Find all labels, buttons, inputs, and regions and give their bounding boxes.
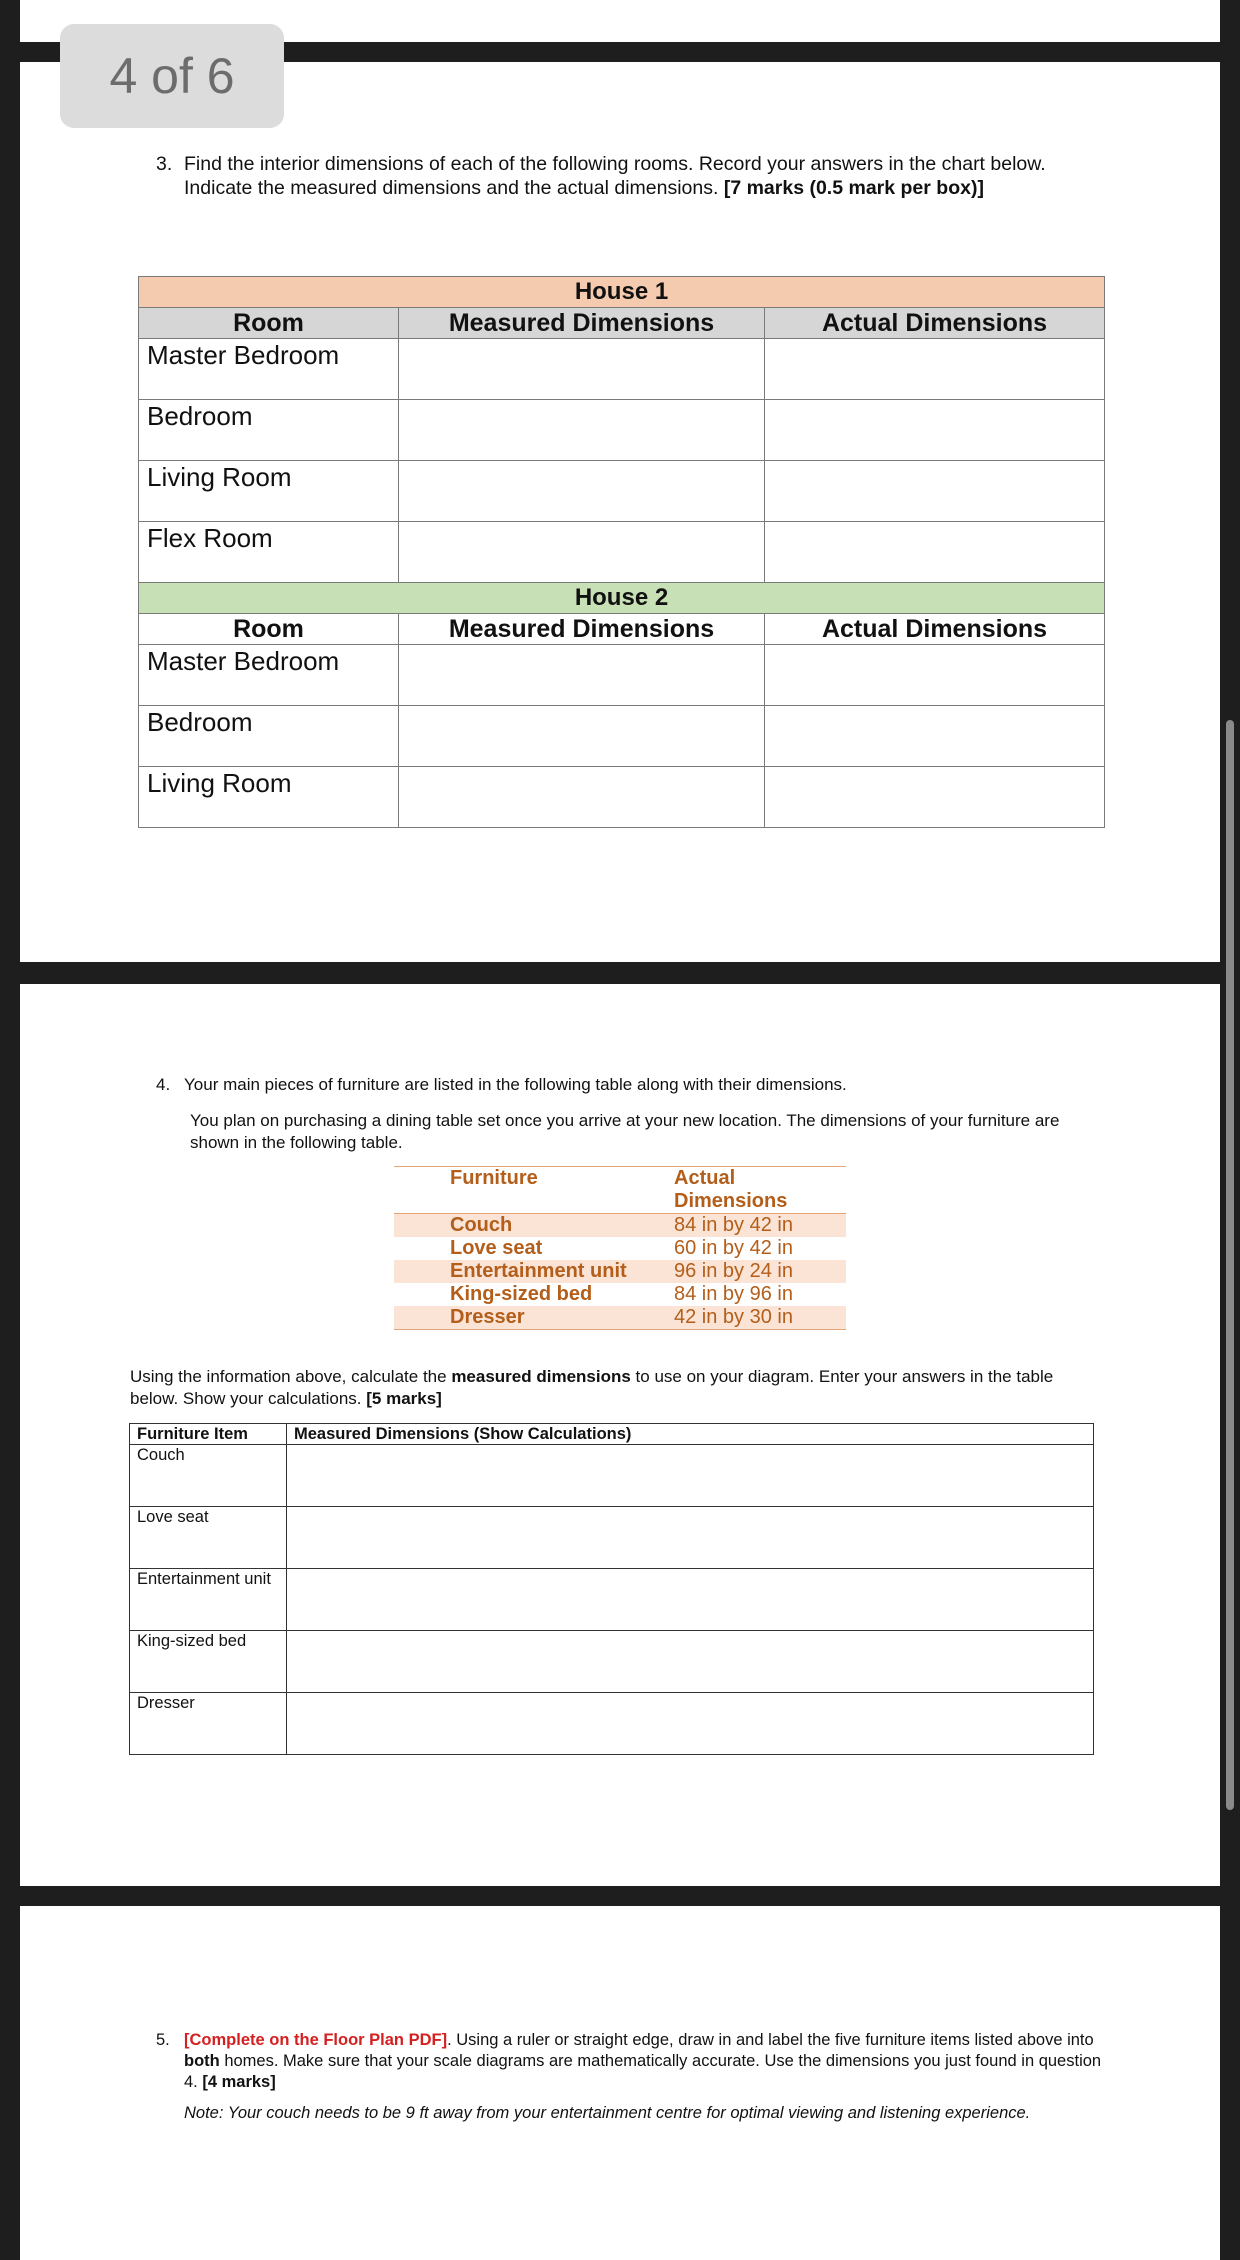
question-4-number: 4.	[156, 1075, 171, 1094]
room-label: Living Room	[139, 767, 399, 828]
column-header-measured: Measured Dimensions	[399, 308, 765, 339]
question-5-text-b: homes. Make sure that your scale diagrams are mathematically accurate. Use the dimensions you just found in question 4.	[184, 2052, 1102, 2091]
question-5-bold-both: both	[184, 2052, 220, 2070]
table-row	[139, 461, 1105, 522]
furniture-item-label: Couch	[130, 1445, 287, 1507]
question-3-number: 3.	[156, 153, 173, 175]
furniture-item-label: Dresser	[130, 1693, 287, 1755]
calc-text-bold: measured dimensions	[451, 1367, 631, 1386]
header-furniture-item: Furniture Item	[130, 1424, 287, 1445]
house-2-header	[139, 583, 1105, 614]
calculation-input-cell[interactable]	[287, 1693, 1094, 1755]
room-label: Living Room	[139, 461, 399, 522]
vertical-scrollbar[interactable]	[1226, 720, 1234, 1810]
furniture-table-header	[394, 1167, 846, 1214]
column-header-actual: Actual Dimensions	[765, 308, 1105, 339]
table-row	[394, 1283, 846, 1306]
measured-input-cell[interactable]	[399, 339, 765, 400]
room-label: Flex Room	[139, 522, 399, 583]
actual-input-cell[interactable]	[765, 400, 1105, 461]
furniture-dims: 84 in by 42 in	[674, 1214, 793, 1236]
house-1-column-headers	[139, 308, 1105, 339]
column-header-room: Room	[139, 614, 399, 645]
table-row	[139, 706, 1105, 767]
table-row	[139, 767, 1105, 828]
room-label: Bedroom	[139, 706, 399, 767]
header-actual-dimensions: Actual Dimensions	[674, 1167, 788, 1212]
question-5-text-a: . Using a ruler or straight edge, draw in and label the five furniture items listed above into	[447, 2031, 1094, 2049]
table-row	[394, 1306, 846, 1330]
question-4-line2: You plan on purchasing a dining table set once you arrive at your new location. The dimensions of your furniture are shown in the following table.	[190, 1111, 1060, 1152]
column-header-measured: Measured Dimensions	[399, 614, 765, 645]
table-row	[394, 1237, 846, 1260]
calc-table-header	[130, 1424, 1094, 1445]
question-5-text	[184, 2030, 1116, 2093]
question-5	[156, 2030, 1116, 2124]
furniture-item-label: King-sized bed	[130, 1631, 287, 1693]
table-row	[130, 1445, 1094, 1507]
table-row	[139, 645, 1105, 706]
question-5-red-instruction: [Complete on the Floor Plan PDF]	[184, 2031, 448, 2049]
rooms-dimensions-table	[138, 276, 1105, 828]
table-row	[130, 1507, 1094, 1569]
measured-dimensions-table	[129, 1423, 1094, 1755]
question-3-instructions: Find the interior dimensions of each of the following rooms. Record your answers in the chart below. Indicate the measured dimensions and the actual dimensions.	[184, 153, 1046, 199]
calc-text-after: to use on your diagram. Enter your answers in the table below. Show your calculations.	[130, 1367, 1054, 1408]
table-row	[130, 1693, 1094, 1755]
column-header-actual: Actual Dimensions	[765, 614, 1105, 645]
question-4-calc-instructions	[130, 1366, 1090, 1410]
furniture-item-label: Love seat	[130, 1507, 287, 1569]
room-label: Bedroom	[139, 400, 399, 461]
header-furniture: Furniture	[450, 1167, 538, 1189]
question-5-note: Note: Your couch needs to be 9 ft away from your entertainment centre for optimal viewing and listening experience.	[184, 2104, 1031, 2122]
measured-input-cell[interactable]	[399, 767, 765, 828]
actual-input-cell[interactable]	[765, 767, 1105, 828]
table-row	[139, 400, 1105, 461]
actual-input-cell[interactable]	[765, 522, 1105, 583]
calc-marks: [5 marks]	[366, 1389, 442, 1408]
header-measured-dimensions: Measured Dimensions (Show Calculations)	[287, 1424, 1094, 1445]
furniture-dims: 84 in by 96 in	[674, 1283, 793, 1305]
calc-text-before: Using the information above, calculate the	[130, 1367, 452, 1386]
furniture-name: Dresser	[450, 1306, 525, 1328]
furniture-name: Entertainment unit	[450, 1260, 627, 1282]
measured-input-cell[interactable]	[399, 645, 765, 706]
measured-input-cell[interactable]	[399, 706, 765, 767]
calculation-input-cell[interactable]	[287, 1445, 1094, 1507]
question-4-line1: Your main pieces of furniture are listed in the following table along with their dimensions.	[184, 1075, 847, 1094]
furniture-dims: 96 in by 24 in	[674, 1260, 793, 1282]
room-label: Master Bedroom	[139, 339, 399, 400]
actual-input-cell[interactable]	[765, 339, 1105, 400]
house-1-title: House 1	[139, 277, 1105, 308]
furniture-name: King-sized bed	[450, 1283, 593, 1305]
table-row	[130, 1631, 1094, 1693]
question-4-intro	[156, 1075, 847, 1095]
actual-input-cell[interactable]	[765, 461, 1105, 522]
furniture-dimensions-table	[394, 1166, 846, 1330]
table-row	[139, 339, 1105, 400]
question-5-marks: [4 marks]	[202, 2073, 276, 2091]
question-5-number: 5.	[156, 2031, 170, 2049]
table-row	[394, 1260, 846, 1283]
calculation-input-cell[interactable]	[287, 1631, 1094, 1693]
calculation-input-cell[interactable]	[287, 1507, 1094, 1569]
column-header-room: Room	[139, 308, 399, 339]
calculation-input-cell[interactable]	[287, 1569, 1094, 1631]
question-3-text	[184, 152, 1076, 200]
measured-input-cell[interactable]	[399, 400, 765, 461]
actual-input-cell[interactable]	[765, 645, 1105, 706]
actual-input-cell[interactable]	[765, 706, 1105, 767]
table-row	[394, 1214, 846, 1238]
question-3-marks: [7 marks (0.5 mark per box)]	[723, 177, 984, 199]
page-indicator: 4 of 6	[60, 24, 284, 128]
table-row	[139, 522, 1105, 583]
furniture-dims: 42 in by 30 in	[674, 1306, 793, 1328]
house-2-column-headers	[139, 614, 1105, 645]
furniture-name: Love seat	[450, 1237, 543, 1259]
measured-input-cell[interactable]	[399, 461, 765, 522]
furniture-dims: 60 in by 42 in	[674, 1237, 793, 1259]
measured-input-cell[interactable]	[399, 522, 765, 583]
table-row	[130, 1569, 1094, 1631]
room-label: Master Bedroom	[139, 645, 399, 706]
house-2-title: House 2	[139, 583, 1105, 614]
house-1-header	[139, 277, 1105, 308]
question-3	[156, 152, 1076, 200]
furniture-name: Couch	[450, 1214, 513, 1236]
furniture-item-label: Entertainment unit	[130, 1569, 287, 1631]
